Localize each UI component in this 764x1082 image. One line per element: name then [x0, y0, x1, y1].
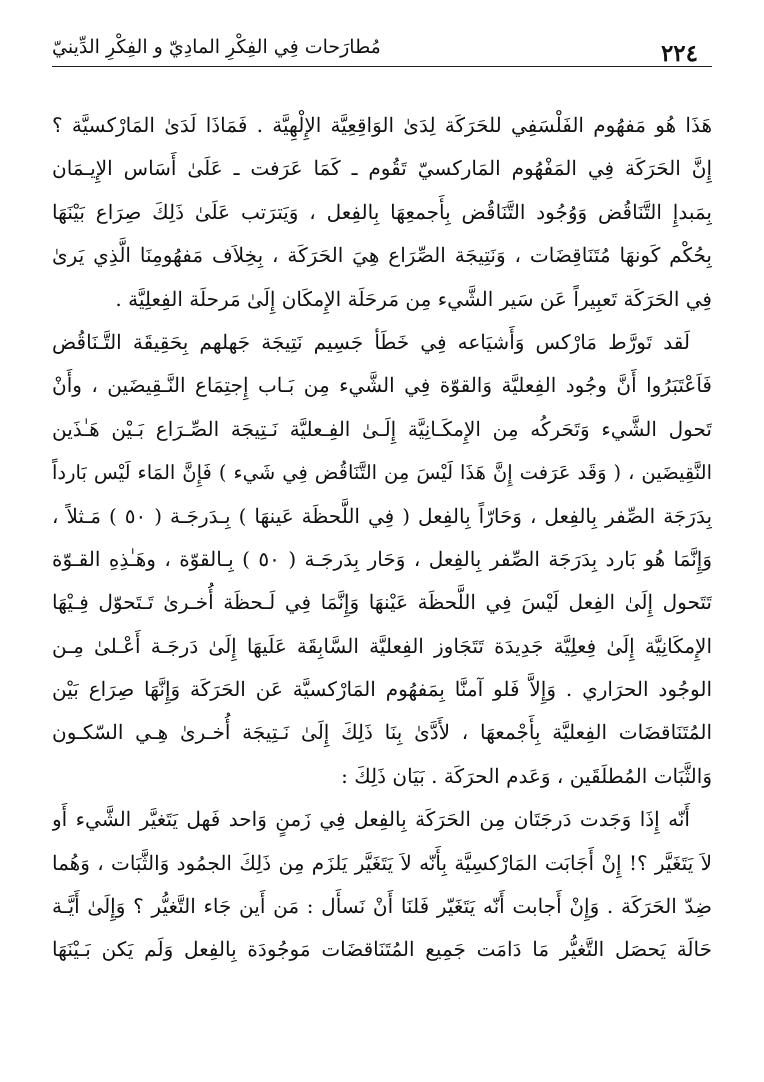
- text-line: بِحُكْم كَونهَا مُتَنَاقِضَات ، وَنَتِيجَة الصِّرَاع هِيَ الحَرَكَة ، بِخِلاَف مَفهُومِنَا الَّذِي يَرىٰ: [52, 243, 712, 268]
- text-line: فَاَعْتَبَرُوا أَنَّ وجُود الفِعليَّة وَالقوّة فِي الشَّيء مِن بَـاب إِجتِمَاع النَّـقِيضَين ، وأَنْ: [52, 373, 712, 398]
- running-title: مُطارَحات فِي الفِكْرِ المادِيّ و الفِكْرِ الدِّينيّ: [52, 36, 381, 58]
- text-line: الإِمكَانِيَّة إِلَىٰ فِعلِيَّة جَدِيدَة تَتَجَاوز الفِعليَّة السَّابِقَة عَلَيهَا إِلَىٰ دَرجَـة أَعْـلىٰ مِـن: [52, 633, 712, 658]
- text-line: النَّقِيضَين ، ( وَقَد عَرَفت إِنَّ هَذَا لَيْسَ مِن التَّنَاقُض فِي شَيء ) فَإِنَّ المَاء لَيْس بَارداً: [52, 461, 712, 485]
- text-line: لَقد تَورَّط مَارْكس وَأَشيَاعه فِي خَطَأ جَسِيم نَتِيجَة جَهلهم بِحَقِيقَة التَّـنَاقُض: [52, 329, 690, 354]
- text-line: الوجُود الحرَاري . وَإِلاَّ فَلو آمنَّا بِمَفهُوم المَارْكسيَّة عَن الحَرَكَة وَإِنَّهَا صِرَاع بَيْن: [52, 677, 712, 702]
- text-line: لاَ يَتَغَيَّر ؟! إِنْ أَجَابَت المَارْكسِيَّة بِأَنّه لاَ يَتَغَيَّر يَلزَم مِن ذَلِكَ الجمُود وَالثَّبَات ، وَهُما: [52, 850, 712, 875]
- header-rule: [52, 66, 712, 67]
- text-line: وَإِنَّمَا هُو بَارد بِدَرَجَة الصِّفر بِالفِعل ، وَحَار بِدَرجَـة ( ٥٠ ) بِـالقوّة ، وهَـٰذِهِ القـوّة: [52, 546, 712, 571]
- page-number: ٢٢٤: [660, 40, 698, 67]
- text-line: فِي الحَرَكَة تَعبِيراً عَن سَير الشَّيء مِن مَرحَلَة الإِمكَان إِلَىٰ مَرحلَة الفِعلِيَّة .: [115, 286, 712, 311]
- text-line: تَتَحول إِلَىٰ الفِعل لَيْسَ فِي اللَّحظَة عَيْنهَا وَإِنَّمَا فِي لَـحظَة أُخـرىٰ تَـتَحوّل فِـيْهَا: [52, 590, 712, 615]
- text-line: إِنَّ الحَرَكَة فِي المَفْهُوم المَاركسيّ تَقُوم ـ كَمَا عَرَفت ـ عَلَىٰ أَسَاس الإِيـمَان: [52, 156, 712, 181]
- text-line: بِدَرَجَة الصِّفر بِالفِعل ، وَحَارّاً بِالفِعل ( فِي اللَّحظَة عَينهَا ) بِـدَرجَـة ( ٥٠ ) مَـثلاً ،: [52, 503, 712, 528]
- text-line: وَالثَّبَات المُطلَقَين ، وَعَدم الحرَكَة . بَيَان ذَلِكَ :: [341, 763, 712, 788]
- text-line: تَحول الشَّيء وَتَحَركُه مِن الإِمكَـانِيَّة إِلَـىٰ الفِـعليَّة نَـتِيجَة الصِّـرَاع بَـيْن هَـٰذَين: [52, 416, 712, 441]
- text-line: أَنّه إِذَا وَجَدت دَرجَتَان مِن الحَرَكَة بِالفِعل فِي زَمنٍ وَاحد فَهل يَتَغيَّر الشَّيء أَو: [52, 807, 690, 832]
- body-text: [52, 104, 712, 972]
- text-line: بِمَبدإِ التَّنَاقُض وَوُجُود التَّنَاقُض بِأَجمعِهَا بِالفِعل ، وَيَترَتب عَلَىٰ ذَلِكَ صِرَاع بَيْنَهَا: [52, 199, 712, 224]
- running-header: [52, 26, 712, 70]
- text-line: هَذَا هُو مَفهُوم الفَلْسَفِي للحَرَكَة لِدَىٰ الوَاقِعِيَّة الإِلْهِيَّة . فَمَاذَا لَدَىٰ المَارْكسيَّة ؟: [52, 113, 712, 137]
- text-line: حَالَة يَحصَل التَّغيُّر مَا دَامَت جَمِيع المُتَنَاقضَات مَوجُودَة بِالفِعل وَلَم يَكن بَـيْنَهَا: [52, 937, 712, 962]
- text-line: المُتَنَاقضَات الفِعليَّة بِأَجْمعهَا ، لأَدَّىٰ بِنَا ذَلِكَ إِلَىٰ نَـتِيجَة أُخـرىٰ هِـي السّكـون: [52, 720, 712, 745]
- text-line: ضِدّ الحَرَكَة . وَإِنْ أَجابت أَنّه يَتَغَيّر فَلنَا أَنْ نَسأَل : مَن أَين جَاء التَّغيُّر ؟ وَإِلَىٰ أَيَّـة: [52, 894, 712, 919]
